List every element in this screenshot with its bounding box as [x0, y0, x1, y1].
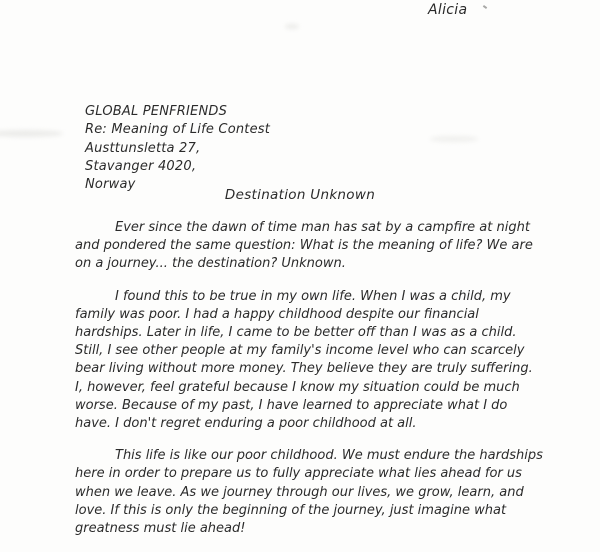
letter-body	[75, 219, 543, 552]
address-line-subject: Re: Meaning of Life Contest	[85, 122, 271, 138]
scan-smudge	[430, 136, 478, 142]
paragraph-conclusion: This life is like our poor childhood. We must endure the hardships here in order to prepare us to fully appreciate what lies ahead for us when we leave. As we journey through our lives, we grow, learn, and love. If this is only the beginning of the journey, just imagine what greatness must lie ahead!	[75, 448, 543, 537]
address-line-city: Stavanger 4020,	[85, 158, 197, 174]
address-line-country: Norway	[85, 177, 136, 193]
author-name: Alicia	[428, 2, 468, 18]
scan-smudge	[0, 130, 63, 137]
letter-title: Destination Unknown	[224, 187, 376, 203]
scan-smudge	[285, 24, 299, 29]
address-line-organization: GLOBAL PENFRIENDS	[85, 104, 228, 119]
paragraph-intro: Ever since the dawn of time man has sat by a campfire at night and pondered the same question: What is the meaning of life? We are on a journey... the destination? Unknown.	[75, 220, 533, 272]
address-line-street: Austtunsletta 27,	[85, 140, 201, 156]
scan-mark	[483, 5, 487, 9]
paragraph-childhood: I found this to be true in my own life. When I was a child, my family was poor. I had a happy childhood despite our financial hardships. Later in life, I came to be better off than I was as a child. Still, I see other people at my family's income level who can scarcely bear living without more money. They believe they are truly suffering. I, however, feel grateful because I know my situation could be much worse. Because of my past, I have learned to appreciate what I do have. I don't regret enduring a poor childhood at all.	[75, 288, 533, 432]
recipient-address-block	[85, 103, 270, 194]
